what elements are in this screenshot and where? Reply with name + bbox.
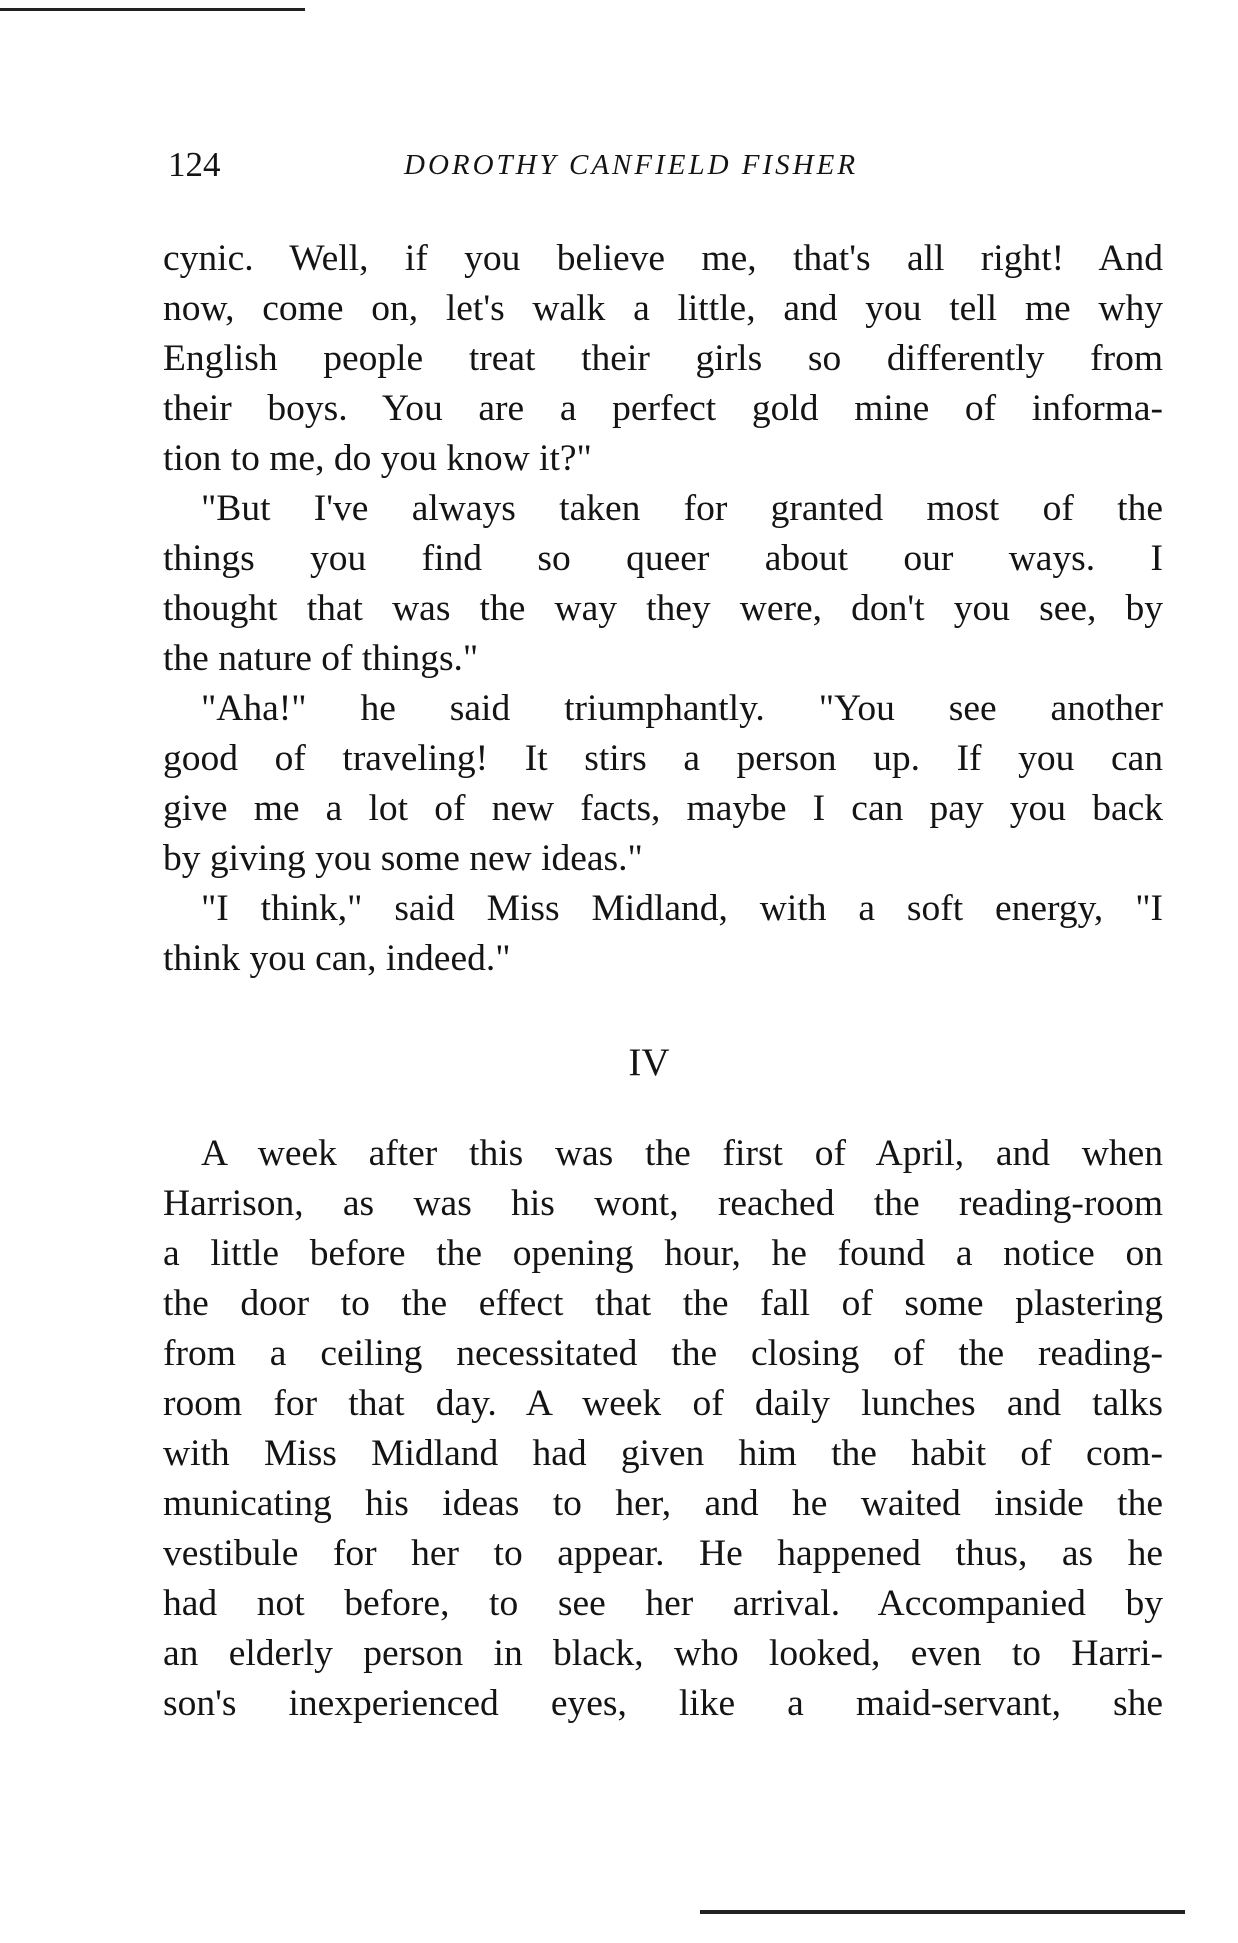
text-line: room for that day. A week of daily lunches and talks (163, 1383, 1163, 1424)
text-line: good of traveling! It stirs a person up. If you can (163, 738, 1163, 779)
text-line: things you find so queer about our ways. I (163, 538, 1163, 579)
text-line: had not before, to see her arrival. Accompanied by (163, 1583, 1163, 1624)
text-line: think you can, indeed." (163, 938, 511, 979)
page-number: 124 (168, 145, 221, 184)
body-text-after-chapter (163, 1129, 1163, 1729)
page-header (168, 140, 1168, 190)
body-text-before-chapter (163, 234, 1163, 984)
text-line: a little before the opening hour, he found a notice on (163, 1233, 1163, 1274)
text-line: cynic. Well, if you believe me, that's all right! And (163, 238, 1163, 279)
text-line: municating his ideas to her, and he waited inside the (163, 1483, 1163, 1524)
running-head: DOROTHY CANFIELD FISHER (404, 149, 859, 181)
text-line: with Miss Midland had given him the habit of com- (163, 1433, 1163, 1474)
bottom-rule (700, 1910, 1185, 1914)
text-line: tion to me, do you know it?" (163, 438, 592, 479)
top-rule (0, 8, 305, 11)
text-line: from a ceiling necessitated the closing of the reading- (163, 1333, 1163, 1374)
text-line: an elderly person in black, who looked, even to Harri- (163, 1633, 1163, 1674)
text-line: their boys. You are a perfect gold mine of informa- (163, 388, 1163, 429)
text-line: give me a lot of new facts, maybe I can pay you back (163, 788, 1163, 829)
text-line: son's inexperienced eyes, like a maid-servant, she (163, 1683, 1163, 1724)
text-line: now, come on, let's walk a little, and you tell me why (163, 288, 1163, 329)
text-line: English people treat their girls so differently from (163, 338, 1163, 379)
chapter-heading: IV (628, 1041, 670, 1084)
text-line: vestibule for her to appear. He happened thus, as he (163, 1533, 1163, 1574)
text-line: by giving you some new ideas." (163, 838, 643, 879)
text-line: "Aha!" he said triumphantly. "You see another (201, 688, 1163, 729)
text-line: A week after this was the first of April, and when (201, 1133, 1163, 1174)
text-line: the nature of things." (163, 638, 479, 679)
text-line: "I think," said Miss Midland, with a soft energy, "I (201, 888, 1163, 929)
text-line: thought that was the way they were, don't you see, by (163, 588, 1163, 629)
text-line: "But I've always taken for granted most of the (201, 488, 1163, 529)
text-line: Harrison, as was his wont, reached the reading-room (163, 1183, 1163, 1224)
text-line: the door to the effect that the fall of some plastering (163, 1283, 1163, 1324)
